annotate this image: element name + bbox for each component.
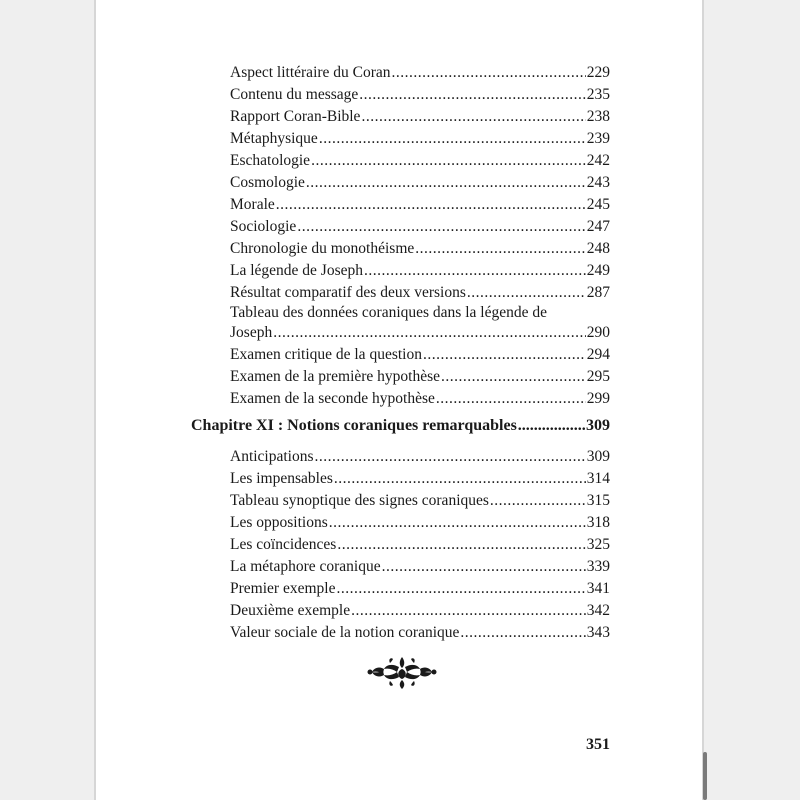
toc-entry [230, 322, 610, 344]
toc-leader-dots [311, 150, 586, 172]
toc-entry-label: Aspect littéraire du Coran [230, 64, 391, 81]
toc-leader-dots [361, 106, 585, 128]
toc-leader-dots [460, 622, 585, 644]
toc-entry [230, 490, 610, 512]
chapter-heading [191, 414, 610, 438]
toc-entry-page: 235 [586, 86, 610, 103]
toc-entry-label: Les impensables [230, 470, 333, 487]
toc-entry-page: 341 [586, 580, 610, 597]
toc-leader-dots [337, 534, 585, 556]
toc-entry [230, 446, 610, 468]
toc-leader-dots [467, 282, 586, 304]
toc-leader-dots [351, 600, 586, 622]
toc-entry-label: Sociologie [230, 218, 297, 235]
toc-entry-multiline-first-line: Tableau des données coraniques dans la légende de [230, 304, 547, 321]
toc-leader-dots [273, 322, 586, 344]
toc-entry-label: Les coïncidences [230, 536, 337, 553]
toc-entry [230, 388, 610, 410]
toc-entry [230, 622, 610, 644]
toc-entry [230, 106, 610, 128]
toc-entry-label: Rapport Coran-Bible [230, 108, 361, 125]
toc-entry-page: 239 [586, 130, 610, 147]
toc-leader-dots [329, 512, 586, 534]
toc-leader-dots [334, 468, 586, 490]
toc-entry-page: 249 [586, 262, 610, 279]
toc-entry-label: Examen de la première hypothèse [230, 368, 441, 385]
toc-leader-dots [297, 216, 585, 238]
toc-entry [230, 556, 610, 578]
toc-leader-dots [336, 578, 585, 600]
toc-leader-dots [276, 194, 586, 216]
toc-entry-label: Eschatologie [230, 152, 311, 169]
toc-entry-page: 339 [586, 558, 610, 575]
toc-entry-page: 287 [586, 284, 610, 301]
toc-entry-page: 314 [586, 470, 610, 487]
toc-entry-page: 309 [586, 448, 610, 465]
toc-entry [230, 344, 610, 366]
toc-entry [230, 578, 610, 600]
toc-entry-label: La métaphore coranique [230, 558, 381, 575]
toc-entry [230, 128, 610, 150]
toc-leader-dots [364, 260, 586, 282]
toc-leader-dots [436, 388, 586, 410]
toc-leader-dots [315, 446, 586, 468]
toc-entry-label: Anticipations [230, 448, 314, 465]
toc-leader-dots [415, 238, 585, 260]
toc-leader-dots [490, 490, 586, 512]
toc-entry-label: Contenu du message [230, 86, 359, 103]
toc-entry [230, 194, 610, 216]
toc-leader-dots [306, 172, 586, 194]
toc-leader-dots [359, 84, 585, 106]
toc-entry [230, 260, 610, 282]
toc-entry-label: Examen critique de la question [230, 346, 422, 363]
toc-entry-page: 242 [586, 152, 610, 169]
toc-entry-label: Valeur sociale de la notion coranique [230, 624, 460, 641]
toc-entry [230, 512, 610, 534]
toc-entry-page: 243 [586, 174, 610, 191]
toc-entry-label: Tableau synoptique des signes coraniques [230, 492, 489, 509]
toc-leader-dots [382, 556, 586, 578]
toc-entry-label: Deuxième exemple [230, 602, 351, 619]
toc-entry [230, 534, 610, 556]
toc-entry-page: 245 [586, 196, 610, 213]
toc-entry-label: Cosmologie [230, 174, 305, 191]
toc-entry [230, 150, 610, 172]
toc-entry-label: La légende de Joseph [230, 262, 363, 279]
toc-entry-label: Morale [230, 196, 275, 213]
toc-leader-dots [392, 62, 586, 84]
chapter-heading-page: 309 [586, 417, 610, 434]
toc-entry [230, 216, 610, 238]
toc-entry-page: 318 [586, 514, 610, 531]
toc-entry-page: 342 [586, 602, 610, 619]
toc-entry-label: Premier exemple [230, 580, 336, 597]
toc-leader-dots [319, 128, 586, 150]
toc-entry-page: 315 [586, 492, 610, 509]
toc-entry-label: Métaphysique [230, 130, 318, 147]
toc-entry-page: 295 [586, 368, 610, 385]
toc-entry-page: 247 [586, 218, 610, 235]
toc-entry [230, 238, 610, 260]
toc-leader-dots [441, 366, 586, 388]
toc-entry-label: Joseph [230, 324, 273, 341]
toc-entry [230, 172, 610, 194]
toc-entry [230, 600, 610, 622]
toc-entry-label: Chronologie du monothéisme [230, 240, 415, 257]
chapter-leader-dots [518, 414, 585, 438]
toc-entry-label: Résultat comparatif des deux versions [230, 284, 466, 301]
chapter-heading-label: Chapitre XI : Notions coraniques remarquables [191, 417, 517, 434]
toc-entry-page: 248 [586, 240, 610, 257]
toc-entry-label: Examen de la seconde hypothèse [230, 390, 435, 407]
toc-entry [230, 62, 610, 84]
toc-entry [230, 468, 610, 490]
toc-entry-page: 294 [586, 346, 610, 363]
toc-entry-page: 290 [586, 324, 610, 341]
toc-entry-page: 299 [586, 390, 610, 407]
toc-entry-page: 229 [586, 64, 610, 81]
toc-entry-page: 325 [586, 536, 610, 553]
toc-entry-label: Les oppositions [230, 514, 328, 531]
floral-ornament-icon [366, 655, 438, 691]
toc-entry-page: 238 [586, 108, 610, 125]
toc-entry [230, 366, 610, 388]
page-number: 351 [586, 736, 610, 753]
toc-entry [230, 282, 610, 304]
toc-entry [230, 84, 610, 106]
toc-leader-dots [423, 344, 586, 366]
toc-entry-page: 343 [586, 624, 610, 641]
